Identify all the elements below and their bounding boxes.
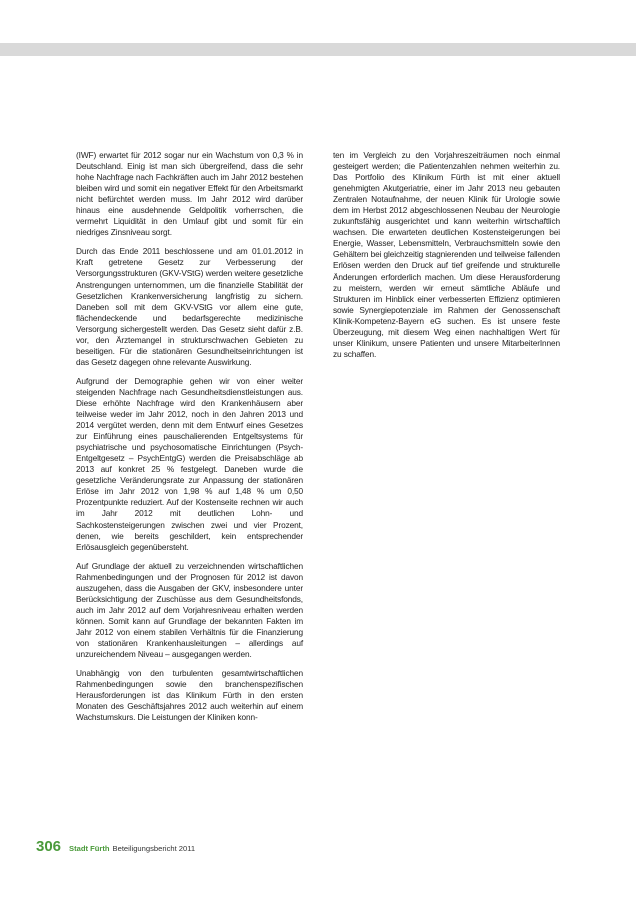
paragraph: Aufgrund der Demographie gehen wir von einer weiter steigenden Nachfrage nach Gesundheitsdienstleistungen aus. Diese erhöhte Nachfrage wird den Krankenhäusern aber teilweise weder im Jahr 2012, noch in den Jahren 2013 und 2014 vergütet werden, denn mit dem Entwurf eines Gesetzes zur Einführung eines pauschalierenden Entgeltsystems für psychiatrische und psychosomatische Einrichtungen (Psych-Entgeltgesetz – PsychEntgG) werden die Preisabschläge ab 2013 auf konkret 25 % festgelegt. Daneben wurde die gesetzliche Veränderungsrate zur Anpassung der stationären Erlöse im Jahr 2012 von 1,98 % auf 1,48 % um 0,50 Prozentpunkte reduziert. Auf der Kostenseite rechnen wir auch im Jahr 2012 mit deutlichen Lohn- und Sachkostensteigerungen zwischen zwei und vier Prozent, denen, wie bereits geschildert, kein entsprechender Erlösausgleich gegenübersteht. <box>76 375 303 552</box>
text-column-left <box>76 150 303 731</box>
paragraph: Unabhängig von den turbulenten gesamtwirtschaftlichen Rahmenbedingungen sowie den branchenspezifischen Herausforderungen ist das Klinikum Fürth in den ersten Monaten des Geschäftsjahres 2012 auch weiterhin auf einem Wachstumskurs. Die Leistungen der Kliniken konn- <box>76 668 303 723</box>
page-number: 306 <box>36 838 62 855</box>
text-column-right <box>333 150 560 368</box>
page-footer <box>36 838 195 855</box>
report-title: Beteiligungsbericht 2011 <box>112 844 196 853</box>
organization-name: Stadt Fürth <box>69 844 110 853</box>
paragraph: Durch das Ende 2011 beschlossene und am 01.01.2012 in Kraft getretene Gesetz zur Verbesserung der Versorgungsstrukturen (GKV-VStG) werden weitere gesetzliche Anstrengungen unternommen, um die finanzielle Stabilität der Gesetzlichen Krankenversicherung langfristig zu sichern. Daneben soll mit dem GKV-VStG vor allem eine gute, flächendeckende und bedarfsgerechte medizinische Versorgung sichergestellt werden. Das Gesetz sieht dafür z.B. vor, den Ärztemangel in strukturschwachen Gebieten zu beseitigen. Für die stationären Gesundheitseinrichtungen ist das Gesetz dagegen ohne relevante Auswirkung. <box>76 246 303 367</box>
footer-label <box>69 844 195 853</box>
header-band <box>0 43 636 56</box>
paragraph: ten im Vergleich zu den Vorjahreszeiträumen noch einmal gesteigert werden; die Patientenzahlen nehmen weiterhin zu. Das Portfolio des Klinikum Fürth ist mit einer aktuell genehmigten Akutgeriatrie, einer im Jahr 2013 neu gebauten Zentralen Notaufnahme, der neuen Klinik für Urologie sowie dem im Herbst 2012 abgeschlossenen Neubau der Neurologie zukunftsfähig ausgerichtet und kann weiterhin wirtschaftlich wachsen. Die erwarteten deutlichen Kostensteigerungen bei Energie, Wasser, Lebensmitteln, Verbrauchsmitteln sowie den Gehältern bei gleichzeitig stagnierenden und teilweise fallenden Erlösen werden den Druck auf tief greifende und strukturelle Änderungen erforderlich machen. Um diese Herausforderung zu meistern, werden wir erneut sämtliche Abläufe und Strukturen im Hinblick einer verbesserten Effizienz optimieren sowie Synergiepotenziale im Rahmen der Genossenschaft Klinik-Kompetenz-Bayern eG suchen. Es ist unsere feste Überzeugung, mit diesem Weg einen nachhaltigen Wert für unser Klinikum, unsere Patienten und unsere MitarbeiterInnen zu schaffen. <box>333 150 560 359</box>
paragraph: Auf Grundlage der aktuell zu verzeichnenden wirtschaftlichen Rahmenbedingungen und der Prognosen für 2012 ist davon auszugehen, dass die Ausgaben der GKV, insbesondere unter Berücksichtigung der Zuschüsse aus dem Gesundheitsfonds, auch im Jahr 2012 auf dem Vorjahresniveau erhalten werden können. Somit kann auf Grundlage der bekannten Fakten im Jahr 2012 von einem stabilen Verhältnis für die Finanzierung von stationären Krankenhausleitungen – allerdings auf unzureichendem Niveau – ausgegangen werden. <box>76 560 303 660</box>
paragraph: (IWF) erwartet für 2012 sogar nur ein Wachstum von 0,3 % in Deutschland. Einig ist man sich übergreifend, dass die sehr hohe Nachfrage nach Fachkräften auch im Jahr 2012 bestehen bleiben wird und somit ein negativer Effekt für den Arbeitsmarkt nicht befürchtet werden muss. Im Jahr 2012 wird darüber hinaus eine ausdehnende Geldpolitik vorherrschen, die vermehrt Liquidität in den Umlauf gibt und somit für ein niedriges Zinsniveau sorgt. <box>76 150 303 238</box>
